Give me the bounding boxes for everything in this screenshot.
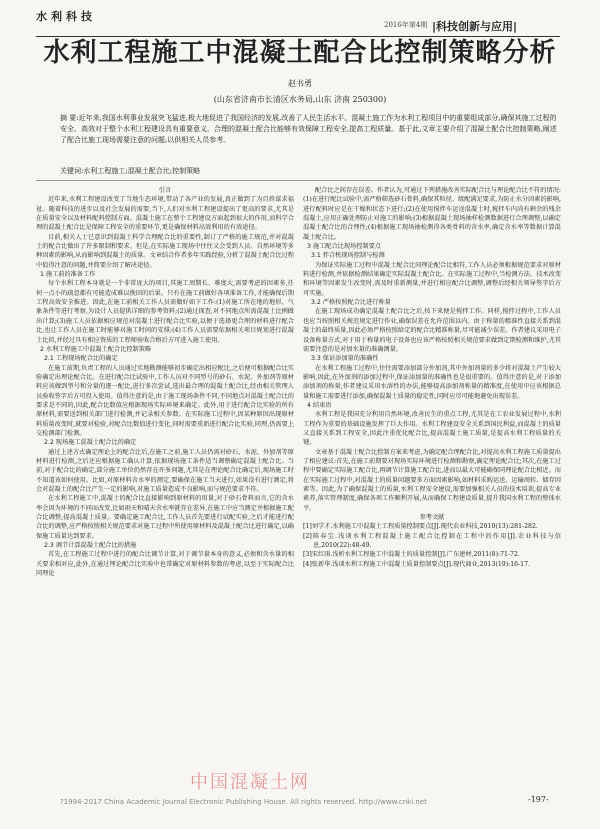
- left-column: [36, 186, 294, 578]
- paragraph: 在水利工程施工过程中,往往需要添加部分外加剂,其中外加剂量的多少将对混凝土产生较大影响,因此,在外加剂的添加过程中,保证添加量的准确性也是很重要的。值得注意的是,对于添加添加剂的称量,作者建议采用水溶性的办法,能够提高添加剂称量的精准度,在使用中应该根据总量和施工需要进行添加,确保混凝土质量的稳定性,同时应尽可能地避免出现误差。: [303, 364, 561, 400]
- paragraph: 在施工前期,负责工程的人员通过实地勘测能够初步确定出相应配比,之后便可根据配合比实验确定出理论配合比。在进行配合比试验中,工作人员对不同型号的砂石、水泥、外加剂等原材料应该做到型号和分量的逐一配比,进行多次尝试,选出最合理的混凝土配合比,经由相关管理人员验收签字后方可投入使用。值得注意的是,由于施工现场条件不同,不同地点对混凝土配合比的要求是不同的,因此,配合比数值应根据现场实际环境来确定。此外,用于进行配合比实验的所有原材料,需要送到相关部门进行检测,并记录相关参数。在实际施工过程中,因某种原因出现原材料质量改变时,就要对检验,对配合比数值进行变化,同时需要重新进行配合比实验,同理,仍需要上交检测部门检测。: [36, 364, 294, 437]
- copyright-footer: ?1994-2017 China Academic Journal Electronic Publishing House. All rights reserved. http://www.cnki.net: [60, 798, 427, 806]
- reference-item: [4]张新华.浅谈水利工程施工中混凝土质量控制要点[J].现代商业,2013(19):16-17.: [303, 560, 530, 568]
- journal-name: |科技创新与应用|: [432, 20, 518, 33]
- section-heading: 2.2 现场施工混凝土配合比的确定: [44, 439, 137, 447]
- article-title: 水利工程施工中混凝土配合比控制策略分析: [43, 38, 557, 68]
- reference-item: [2]陈春宝.浅谈水利工程混凝土施工配合比控制在工程中的作用[J].农业科技与信息,2010(22):48-49.: [303, 532, 561, 550]
- abstract: 摘 要:近年来,我国水利事业发展突飞猛进,极大地促进了我国经济的发展,改善了人民生活水平。混凝土施工作为水利工程项目中的重要组成部分,确保其施工过程的安全、高效对于整个水利工程建设具有重要意义。合理的混凝土配合比能够有效保障工程安全,提高工程质量。基于此,文章主要介绍了混凝土配合比控制策略,阐述了配合比施工现场需要注意的问题,以供相关人员参考。: [60, 114, 557, 144]
- right-column: [303, 186, 561, 569]
- section-heading: 2.3 调节计算混凝土配合比的措施: [44, 542, 137, 550]
- paragraph: 在施工现场成功确定混凝土配合比之后,按下来便是搅拌工作。同样,搅拌过程中,工作人员也应当按照相关规范规定进行作业,确保误差在允许范围以内。由于称量的精准性直接关系到混凝土的最终质量,因此必须严格按照给定的配合比精准称量,尽可能减少误差。作者建议采用电子设备称量方式,对于用于称量的电子设备也应该严格按照相关规范要求做到定期检测和维护,尤其需要注意的是对加水量的准确测量。: [303, 308, 561, 353]
- issue-label: 2016年第4期: [384, 21, 428, 29]
- paragraph: 首先,在工程施工过程中进行的配合比调节计算,对于调节量本身的意义,必须和含水量的相关要求相对应,此外,在通过理论配合比实验中也常确定对原材料参数的考虑,以至于实际配合比同理论: [36, 551, 294, 578]
- paragraph: 为保证实际施工过程中混凝土配合比同理论配合比相符,工作人员必须根据规范要求对原材料进行检测,并依据检测结果确定实际混凝土配合比。在实际施工过程中,当检测方法、技术改变和环境等因素发生改变时,需及时重新测量,并进行相应配合比调整,调整后经相关领导签字后方可实施。: [303, 261, 561, 297]
- section-heading: 3.1 拌合机现场控制与检测: [311, 252, 385, 260]
- paragraph: 文章基于混凝土配合比控制方案来考虑,为确定配合理配合比,对提高水利工程施工质量提出了相应建议:首先,在施工前期要对现场实际环境进行检测和勘察,确定理论配合比;其次,在施工过程中要确定实际施工配合比,再调节计算施工配合比,进而以最大可能确保同理论配合比相近。而在实际施工过程中,对混凝土的质量问题要多方面因素影响,如材料采购运送、运输周转、储存因素等。因此,为了确保混凝土的质量,水利工程安全建设,需要加强相关人员的技术培训,提高专业素养,落实管理制度,确保各项工作顺利开展,从而确保工程建设质量,提升我国水利工程的整体水平。: [303, 448, 561, 512]
- page-number: -197-: [528, 795, 549, 804]
- affiliation: (山东省济南市长清区水务局,山东 济南 250300): [213, 95, 387, 104]
- paragraph: 通过上述方式确定理论上的配合比后,在施工之前,施工人员仍需对砂石、水泥、外加剂等原材料进行检测,之后还应根据施工确认计算,依据现场施工条件适当调整确定混凝土配合比。当前,对于配合比的确定,部分施工单位仍然存在许多问题,尤其是在理论配合比确定后,现场施工时不知道该如何使用。比如,对原材料含水率的测定,要确保在施工当天进行,如果没有进行测定,将会对混凝土的配合比产生一定的影响,对施工质量造成不良影响,而与规范要求不符。: [36, 448, 294, 493]
- reference-item: [1]刘学才.水利施工中混凝土工程质量控制要点[J].现代农业科技,2010(13):281-282.: [303, 523, 538, 531]
- paragraph: 水利工程是我国充分利用自然环境,改善民生的重点工程,尤其是在工农业发展过程中,水利工程作为重要的基础设施发挥了巨大作用。水利工程建设安全关系到国民利益,而混凝土的质量又直接关系到工程安全,因此注重优化配合比,提高混凝土施工质量,是提高水利工程质量的关键。: [303, 411, 561, 447]
- paragraph: 在水利工程施工中,混凝土的配合比直接影响到原材料的用量,对于砂石骨料而言,它的含水率会因为环境的不同而改变,比如雨天和晴天含水率就存在差异,在施工中应当测定并根据施工配合比调整,提高混凝土质量。要确定施工配合比,工作人员首先要进行试配实验,之后才能进行配合比的调整,应严格按照相关规范要求对施工过程中所使用原材料及混凝土配合比进行确定,以确保施工质量达到要求。: [36, 495, 294, 540]
- watermark-text: 中国混凝土网: [190, 772, 310, 793]
- paragraph: 配合比之间存在误差。作者认为,可通过下列措施改善实际配合比与理论配合比不符的情况:(1)在进行配比试验中,需严格筛选砂石骨料,确保其粒径、级配满足要求,为防止水分因素的影响,进行配料时应是在干燥和状态下进行;(2)在使用搅拌车运送混凝土时,搅拌车内尚有剩余的残余混凝土,应用正确处理防止对施工的影响;(3)根据混凝土现场抽样检测数据进行合理调整,以确定混凝土配合比的合理性;(4)根据施工现场抽检测得各类骨料的含水率,确定含水率等数据计算混凝土配合比。: [303, 187, 561, 241]
- paragraph: 近年来,水利工程建设改变了当地生态环境,带动了各产业的发展,真正做到了为百姓谋求福祉。随着科技的进步以及社会发展的需要,当下,人们对水利工程建设提出了更高的要求,尤其是在质量安全以及材料配料控制方面。混凝土施工在整个工程建设方面起到很大的作用,而科学合理的混凝土配合比是保障工程安全的重要环节,更是确保材料高效利用的有效途径。: [36, 196, 294, 232]
- author: 赵书勇: [288, 79, 312, 88]
- section-heading: 3 施工配合比现场控制要点: [307, 243, 381, 251]
- section-heading: 3.3 保证添加量的准确性: [311, 355, 379, 363]
- paragraph: 每个水利工程本身就是一个非常庞大的项目,其施工周期长、难度大,需要考虑的因素多,任何一点小的疏忽都有可能造成难以挽回的后果。只有在施工前做好各项准备工作,才能确保后期工程高效安全推进。因此,在施工前相关工作人员需做好如下工作:(1)对施工所在地的地形、气象条件等进行考察,为设计人员提供详细的参考资料;(2)通过探查,对不同地点所需混凝土比例做出计算;(3)施工人员依据相应规范对混凝土进行配合比实验,以便于选择更合理的材料进行配合比,也让工作人员在施工时能够对施工时间的安排;(4)工作人员需要依据相关项目规划进行混凝土比拟,并经过具有相应资质的工程师验收合格后方可进入施工使用。: [36, 280, 294, 344]
- abstract-divider: [36, 180, 560, 181]
- section-heading: 2.1 工程现场配合比的确定: [44, 355, 118, 363]
- section-heading: 2 水利工程施工中混凝土配合比控制策略: [40, 345, 152, 353]
- section-heading: 1 施工前的准备工作: [40, 271, 96, 279]
- paragraph: 目前,相关人士已意识到混凝土科学合理配合比的重要性,制订了严格的施工规范,并对混凝土的配合比做出了许多限制和要求。但是,在实际施工现场中往往又会受到人员、自然环境等多种因素的影响,从而影响到混凝土的质量。文章结合作者多年实践经验,分析了混凝土配合比过程中值得注意的问题,并简要介绍了解决途径。: [36, 233, 294, 269]
- keywords: 关键词:水利工程施工;混凝土配合比;控制策略: [60, 167, 201, 175]
- section-heading: 3.2 严格按照配合比进行称量: [311, 299, 391, 307]
- section-heading: 4 结束语: [307, 401, 332, 409]
- reference-item: [3]宋红雨.浅析水利工程施工中混凝土的质量控制[J].广东建材,2011(8):71-72.: [303, 551, 520, 559]
- journal-section-label: 水利科技: [36, 10, 96, 23]
- section-heading: 引言: [158, 187, 172, 194]
- section-heading: 参考文献: [419, 514, 445, 522]
